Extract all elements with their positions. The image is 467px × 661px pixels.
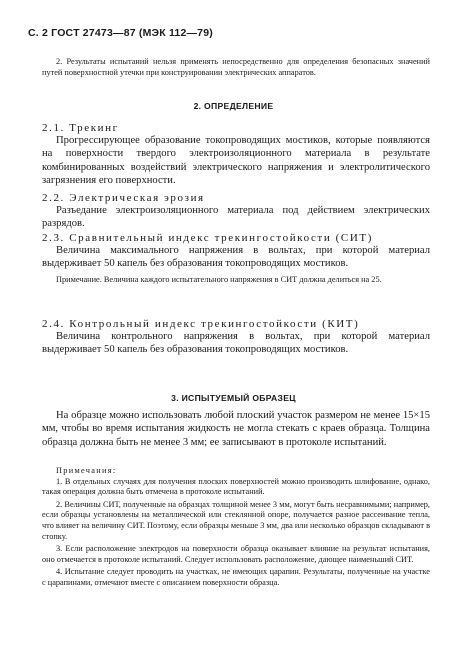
note-3: 3. Если расположение электродов на поверхности образца оказывает влияние на результат испытания, оно отмечается в протоколе испытаний. Следует использовать расположение, дающее наименьший СИТ. <box>42 544 430 564</box>
definition-2-3-note: Примечание. Величина каждого испытательного напряжения в СИТ должна делиться на 25. <box>56 274 382 284</box>
definition-2-2-term: 2.2. Электрическая эрозия <box>42 192 205 204</box>
notes-block <box>42 466 430 589</box>
notes-heading: Примечания: <box>56 466 117 475</box>
definition-2-2 <box>42 192 430 231</box>
definition-2-3-term: 2.3. Сравнительный индекс трекингостойкости (СИТ) <box>42 232 373 244</box>
page-header: С. 2 ГОСТ 27473—87 (МЭК 112—79) <box>28 27 213 39</box>
intro-note-text: 2. Результаты испытаний нельзя применять непосредственно для определения безопасных значений путей поверхностной утечки при конструировании электрических аппаратов. <box>42 57 430 77</box>
section-3-body <box>42 409 430 449</box>
note-4: 4. Испытание следует проводить на участках, не имеющих царапин. Результаты, полученные на участке с царапинами, отмечают вместе с описанием поверхности образца. <box>42 567 430 587</box>
definition-2-4 <box>42 318 430 357</box>
note-2: 2. Величины СИТ, полученные на образцах толщиной менее 3 мм, могут быть несравнимыми; например, если образцы установлены на металлической или стеклянной опоре, получается разное рассеивание тепла, что влияет на величину СИТ. Поэтому, если образцы меньше 3 мм, два или несколько образцов складывают в стопку. <box>42 499 430 541</box>
section-3-text: На образце можно использовать любой плоский участок размером не менее 15×15 мм, чтобы во время испытания жидкость не могла стекать с краев образца. Толщина образца должна быть не менее 3 мм; ее записывают в протоколе испытаний. <box>42 410 430 448</box>
definition-2-1 <box>42 122 430 188</box>
section-3-heading: 3. ИСПЫТУЕМЫЙ ОБРАЗЕЦ <box>171 393 296 403</box>
definition-2-3 <box>42 232 430 285</box>
definition-2-2-text: Разъедание электроизоляционного материала под действием электрических разрядов. <box>42 205 430 230</box>
definition-2-4-text: Величина контрольного напряжения в вольтах, при которой материал выдерживает 50 капель без образования токопроводящих мостиков. <box>42 331 430 356</box>
section-2-heading: 2. ОПРЕДЕЛЕНИЕ <box>193 101 274 111</box>
definition-2-1-term: 2.1. Трекинг <box>42 122 119 134</box>
intro-note <box>42 57 430 78</box>
definition-2-4-term: 2.4. Контрольный индекс трекингостойкости (КИТ) <box>42 318 360 330</box>
definition-2-3-text: Величина максимального напряжения в вольтах, при которой материал выдерживает 50 капель без образования токопроводящих мостиков. <box>42 245 430 270</box>
note-1: 1. В отдельных случаях для получения плоских поверхностей можно производить шлифование, однако, такая операция должна быть отмечена в протоколе испытаний. <box>42 476 430 497</box>
definition-2-1-text: Прогрессирующее образование токопроводящих мостиков, которые появляются на поверхности твердого электроизоляционного материала в результате комбинированных воздействий электрического напряжения и электролитического загрязнения его поверхности. <box>42 135 430 187</box>
